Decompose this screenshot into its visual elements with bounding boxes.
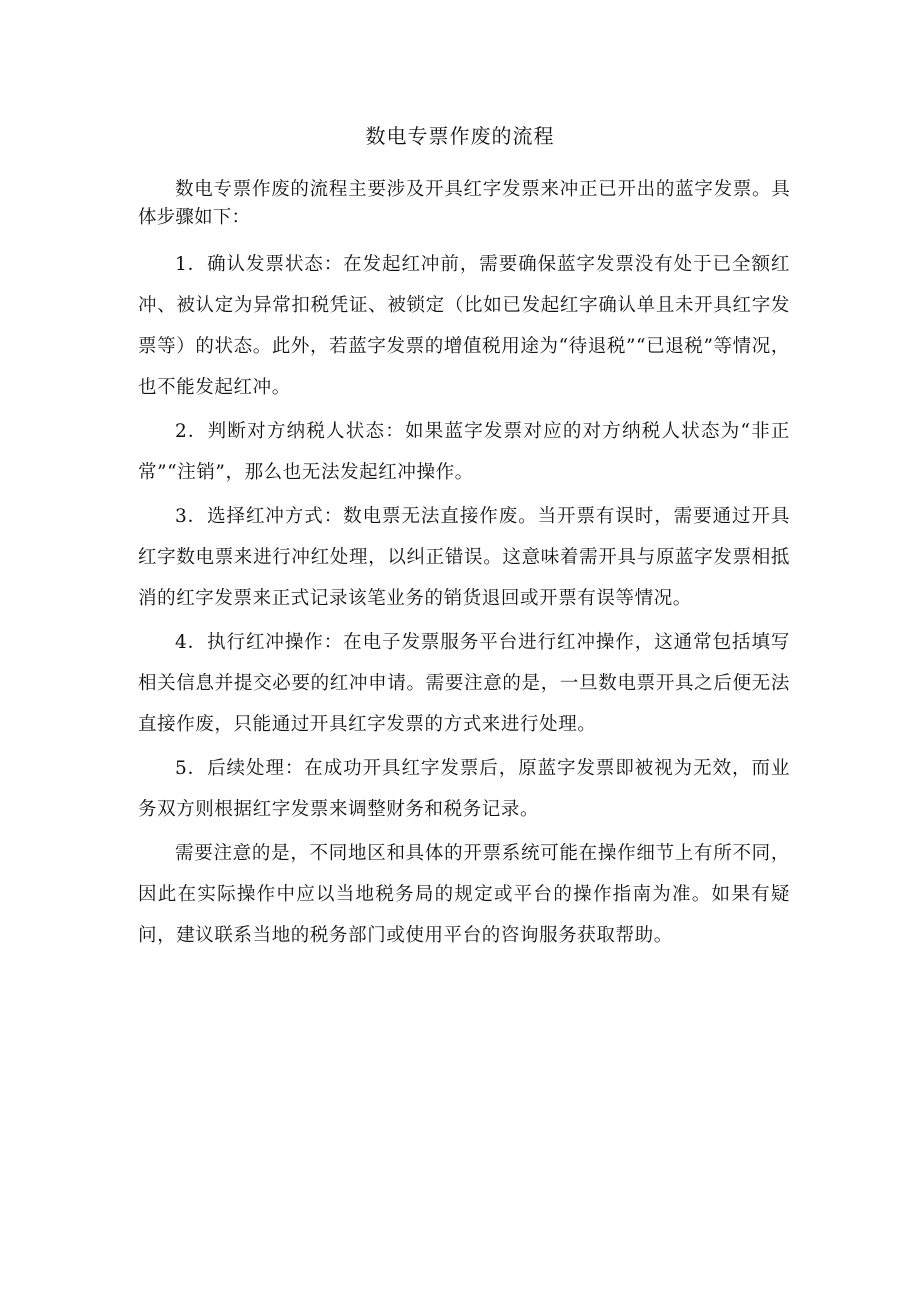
step-1-number: 1 bbox=[175, 254, 188, 275]
step-3-number: 3 bbox=[175, 506, 188, 527]
step-2-text: ．判断对方纳税人状态：如果蓝字发票对应的对方纳税人状态为“非正常”“注销”，那么也无法发起红冲操作。 bbox=[138, 421, 790, 483]
step-3-paragraph bbox=[138, 496, 790, 619]
step-4-number: 4 bbox=[175, 632, 188, 653]
step-5-paragraph bbox=[138, 748, 790, 830]
step-3-text: ．选择红冲方式：数电票无法直接作废。当开票有误时，需要通过开具红字数电票来进行冲红处理，以纠正错误。这意味着需开具与原蓝字发票相抵消的红字发票来正式记录该笔业务的销货退回或开票有误等情况。 bbox=[138, 506, 790, 609]
step-2-number: 2 bbox=[175, 421, 188, 442]
intro-paragraph: 数电专票作废的流程主要涉及开具红字发票来冲正已开出的蓝字发票。具体步骤如下： bbox=[138, 179, 790, 228]
step-4-text: ．执行红冲操作：在电子发票服务平台进行红冲操作，这通常包括填写相关信息并提交必要的红冲申请。需要注意的是，一旦数电票开具之后便无法直接作废，只能通过开具红字发票的方式来进行处理。 bbox=[138, 632, 790, 735]
step-4-paragraph bbox=[138, 622, 790, 745]
document-body bbox=[138, 176, 790, 959]
step-2-paragraph bbox=[138, 411, 790, 493]
step-1-text: ．确认发票状态：在发起红冲前，需要确保蓝字发票没有处于已全额红冲、被认定为异常扣税凭证、被锁定（比如已发起红字确认单且未开具红字发票等）的状态。此外，若蓝字发票的增值税用途为“待退税”“已退税”等情况，也不能发起红冲。 bbox=[138, 254, 790, 398]
step-1-paragraph bbox=[138, 244, 790, 408]
note-paragraph: 需要注意的是，不同地区和具体的开票系统可能在操作细节上有所不同，因此在实际操作中应以当地税务局的规定或平台的操作指南为准。如果有疑问，建议联系当地的税务部门或使用平台的咨询服务获取帮助。 bbox=[138, 843, 790, 946]
step-5-number: 5 bbox=[175, 758, 188, 779]
document-title: 数电专票作废的流程 bbox=[365, 124, 555, 148]
step-5-text: ．后续处理：在成功开具红字发票后，原蓝字发票即被视为无效，而业务双方则根据红字发票来调整财务和税务记录。 bbox=[138, 758, 790, 820]
